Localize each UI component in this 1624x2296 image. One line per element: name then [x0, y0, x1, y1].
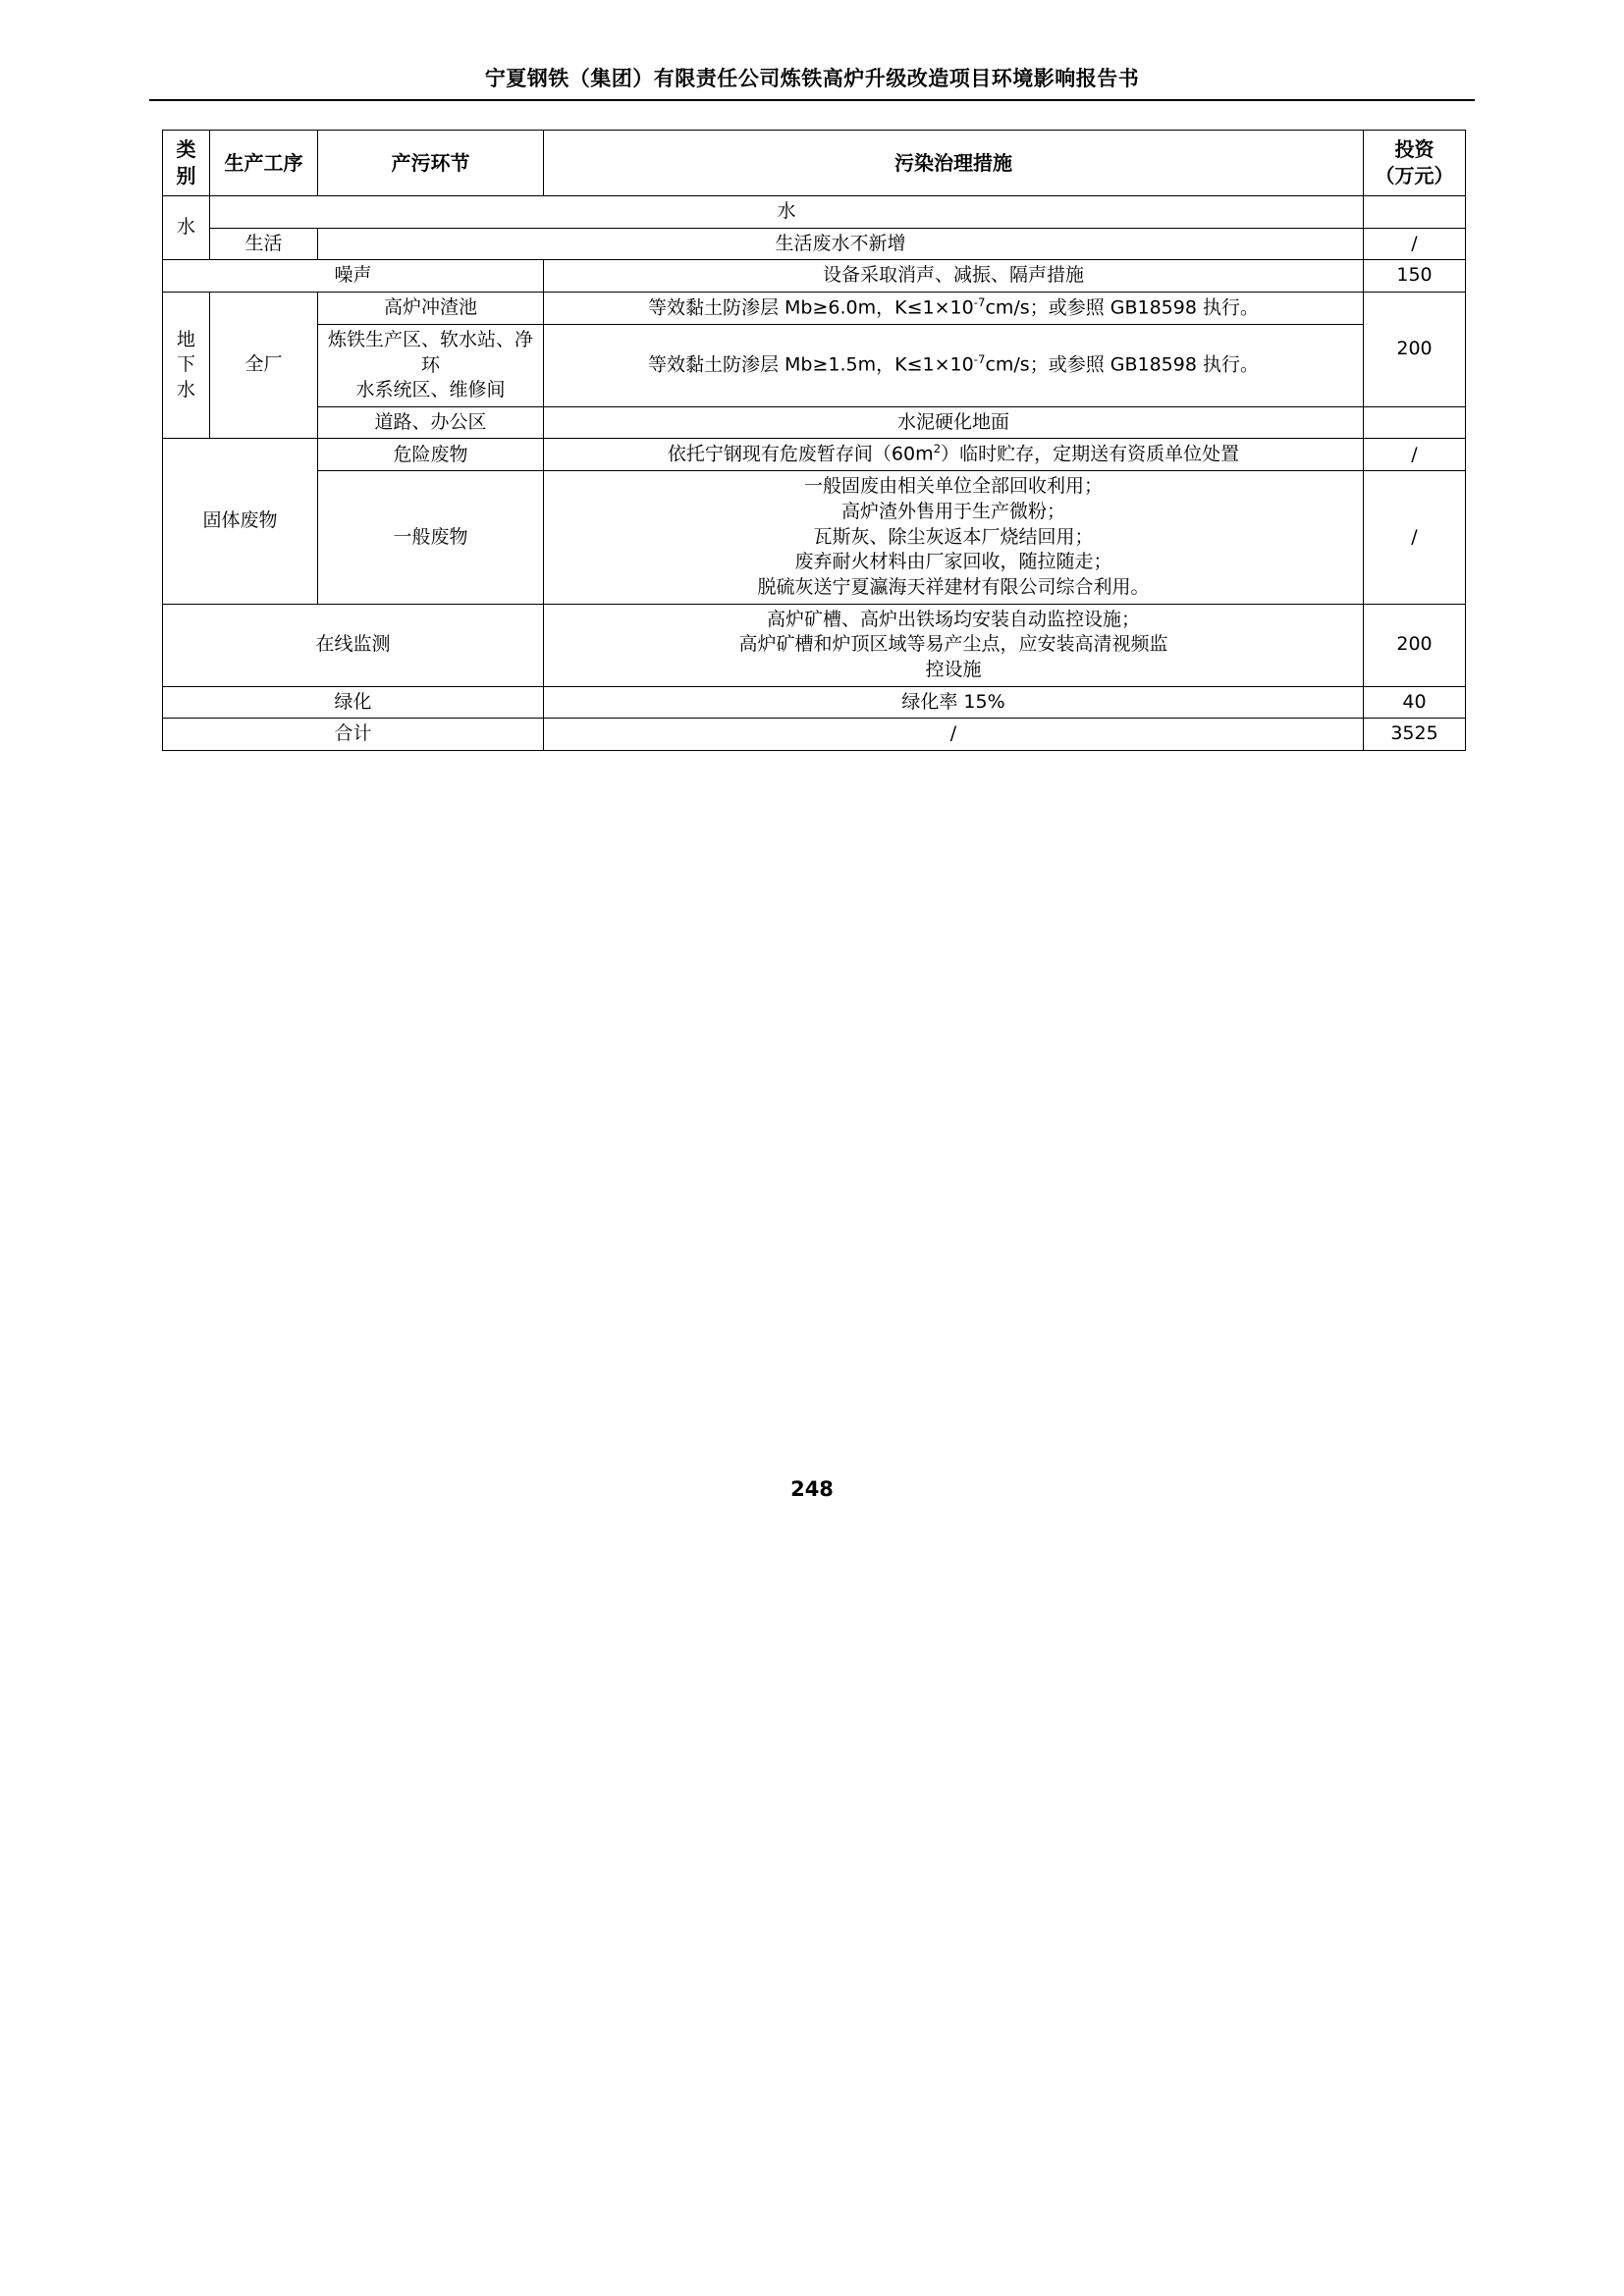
cell-measures-general-waste: 一般固废由相关单位全部回收利用； 高炉渣外售用于生产微粉； 瓦斯灰、除尘灰返本厂烧结回用； 废弃耐火材料由厂家回收，随拉随走； 脱硫灰送宁夏瀛海天祥建材有限公司综合利用。: [544, 471, 1364, 604]
cell-measures-roads-office: 水泥硬化地面: [544, 406, 1364, 439]
cell-measures-total: /: [544, 719, 1364, 751]
cell-link-total: 合计: [163, 719, 544, 751]
table-header-row: [163, 131, 1466, 196]
cell-link-water: 水: [210, 196, 1364, 229]
cell-investment-online-monitoring: 200: [1364, 604, 1466, 686]
cell-measures-noise: 设备采取消声、减振、隔声措施: [544, 260, 1364, 293]
cell-measures-production-areas: 等效黏土防渗层 Mb≥1.5m，$K\le 1\times 10^{-7}cm/s$；或参照 GB18598 执行。: [544, 324, 1364, 406]
header-investment: [1364, 131, 1466, 196]
pollution-control-table-wrapper: [162, 130, 1465, 751]
cell-link-greening: 绿化: [163, 686, 544, 719]
cell-link-noise: 噪声: [163, 260, 544, 293]
table-row: [163, 260, 1466, 293]
cell-category-solid-waste: 固体废物: [163, 439, 318, 604]
cell-investment-water: [1364, 196, 1466, 229]
cell-link-general-waste: 一般废物: [318, 471, 544, 604]
header-link: 产污环节: [318, 131, 544, 196]
table-row: [163, 228, 1466, 260]
page-header: [149, 67, 1475, 91]
header-process: 生产工序: [210, 131, 318, 196]
table-row: [163, 324, 1466, 406]
page-number: 248: [790, 1477, 834, 1501]
table-row: [163, 686, 1466, 719]
cell-investment-greening: 40: [1364, 686, 1466, 719]
cell-measures-greening: 绿化率 15%: [544, 686, 1364, 719]
cell-link-hazardous-waste: 危险废物: [318, 439, 544, 471]
cell-investment-hazardous-waste: /: [1364, 439, 1466, 471]
table-row: [163, 471, 1466, 604]
cell-process-wholeplant: 全厂: [210, 292, 318, 439]
cell-measures-domestic: 生活废水不新增: [318, 228, 1364, 260]
table-row: [163, 406, 1466, 439]
header-investment-line2: （万元）: [1375, 164, 1454, 187]
table-row: [163, 719, 1466, 751]
header-divider: [149, 99, 1475, 101]
cell-measures-online-monitoring: 高炉矿槽、高炉出铁场均安装自动监控设施； 高炉矿槽和炉顶区域等易产尘点，应安装高清视频监 控设施: [544, 604, 1364, 686]
cell-investment-general-waste: /: [1364, 471, 1466, 604]
cell-measures-slag-pool: 等效黏土防渗层 Mb≥6.0m，$K\le 1\times 10^{-7}cm/s$；或参照 GB18598 执行。: [544, 292, 1364, 324]
header-category: 类 别: [163, 131, 210, 196]
table-row: [163, 604, 1466, 686]
cell-investment-total: 3525: [1364, 719, 1466, 751]
cell-measures-hazardous-waste: 依托宁钢现有危废暂存间$(60m^2)$临时贮存，定期送有资质单位处置: [544, 439, 1364, 471]
header-title: 宁夏钢铁（集团）有限责任公司炼铁高炉升级改造项目环境影响报告书: [484, 67, 1140, 90]
table-row: [163, 292, 1466, 324]
header-investment-line1: 投资: [1394, 137, 1435, 161]
cell-link-online-monitoring: 在线监测: [163, 604, 544, 686]
cell-category-water: 水: [163, 196, 210, 260]
table-row: [163, 439, 1466, 471]
cell-investment-domestic: /: [1364, 228, 1466, 260]
cell-process-domestic: 生活: [210, 228, 318, 260]
cell-link-roads-office: 道路、办公区: [318, 406, 544, 439]
cell-investment-noise: 150: [1364, 260, 1466, 293]
cell-link-slag-pool: 高炉冲渣池: [318, 292, 544, 324]
table-row: [163, 196, 1466, 229]
cell-category-groundwater: 地 下 水: [163, 292, 210, 439]
header-measures: 污染治理措施: [544, 131, 1364, 196]
cell-link-production-areas: 炼铁生产区、软水站、净环 水系统区、维修间: [318, 324, 544, 406]
pollution-control-table: [162, 130, 1466, 751]
cell-investment-groundwater: 200: [1364, 292, 1466, 406]
cell-investment-roads-office: [1364, 406, 1466, 439]
